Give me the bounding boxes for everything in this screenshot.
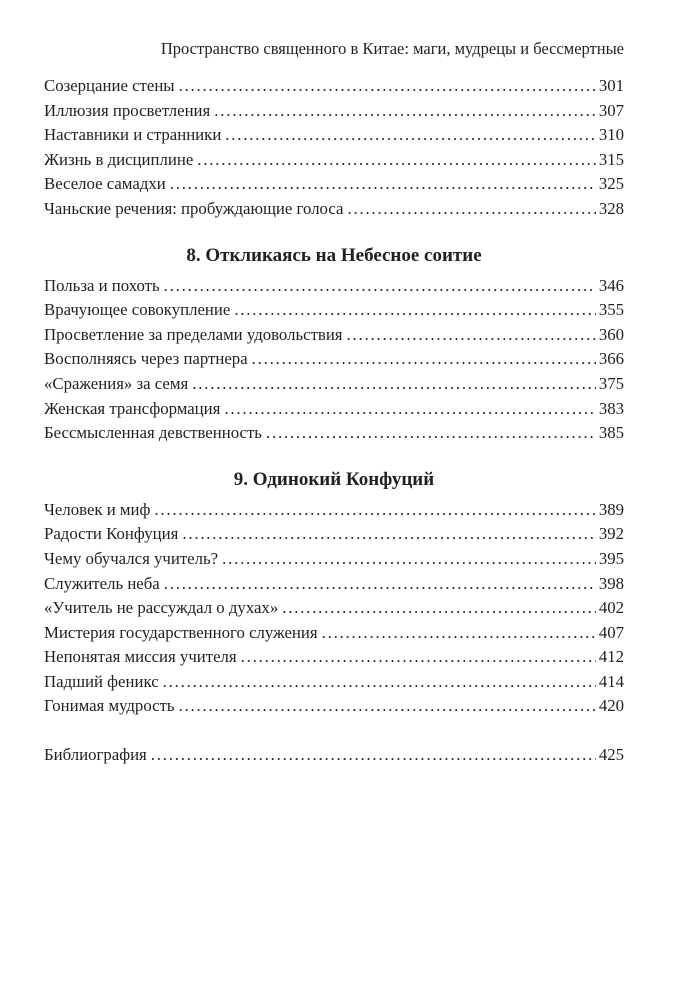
toc-entry-page: 360 (598, 324, 624, 344)
toc-entry-title: Бессмысленная девственность (44, 423, 262, 443)
dot-leader (179, 694, 596, 719)
toc-entry (44, 99, 624, 124)
toc-entry-title: «Сражения» за семя (44, 373, 189, 393)
toc-entry-page: 425 (598, 745, 624, 765)
toc-entry (44, 323, 624, 348)
dot-leader (154, 498, 595, 523)
toc-entry-title: Чаньские речения: пробуждающие голоса (44, 198, 344, 218)
toc-entry-title: Наставники и странники (44, 125, 222, 145)
toc-entry (44, 572, 624, 597)
toc-entry-title: Созерцание стены (44, 76, 175, 95)
dot-leader (197, 148, 596, 173)
toc-entry-title: «Учитель не рассуждал о духах» (44, 598, 279, 618)
toc-entry-title: Мистерия государственного служения (44, 622, 318, 642)
toc-entry (44, 298, 624, 323)
toc-entry-page: 366 (598, 349, 624, 369)
toc-entry (44, 148, 624, 173)
toc-entry-page: 385 (598, 423, 624, 443)
toc-entry-page: 398 (598, 573, 624, 593)
toc-entry (44, 197, 624, 222)
toc-entry-title: Служитель неба (44, 573, 160, 593)
toc-entry-title: Чему обучался учитель? (44, 548, 219, 568)
toc-entry-title: Гонимая мудрость (44, 696, 175, 716)
toc-entry-page: 402 (598, 598, 624, 618)
dot-leader (164, 572, 596, 597)
toc-entry-title: Врачующее совокупление (44, 300, 231, 320)
toc-entry-title: Жизнь в дисциплине (44, 149, 194, 169)
toc-entry-title: Непонятая миссия учителя (44, 647, 237, 667)
toc-entry (44, 645, 624, 670)
dot-leader (266, 421, 596, 446)
toc-entry (44, 421, 624, 446)
toc-entry (44, 670, 624, 695)
running-head: Пространство священного в Китае: маги, мудрецы и бессмертные (160, 39, 624, 58)
toc-entry-title: Библиография (44, 745, 147, 765)
toc-entry (44, 372, 624, 397)
dot-leader (170, 172, 596, 197)
toc-entry-page: 346 (598, 275, 624, 295)
dot-leader (282, 596, 596, 621)
toc-entry-page: 301 (598, 76, 624, 95)
table-of-contents (44, 74, 624, 768)
toc-entry-title: Польза и похоть (44, 275, 160, 295)
toc-entry-page: 310 (598, 125, 624, 145)
toc-entry-page: 355 (598, 300, 624, 320)
toc-entry-title: Человек и миф (44, 499, 151, 519)
toc-entry-page: 375 (598, 373, 624, 393)
toc-entry (44, 123, 624, 148)
dot-leader (163, 670, 596, 695)
dot-leader (179, 74, 596, 99)
toc-entry (44, 274, 624, 299)
toc-entry-page: 307 (598, 100, 624, 120)
toc-entry-page: 383 (598, 398, 624, 418)
toc-entry-page: 412 (598, 647, 624, 667)
toc-entry (44, 397, 624, 422)
toc-entry-title: Радости Конфуция (44, 524, 179, 544)
toc-entry-page: 414 (598, 671, 624, 691)
dot-leader (347, 323, 596, 348)
toc-entry-bibliography (44, 743, 624, 768)
toc-entry-page: 407 (598, 622, 624, 642)
toc-entry (44, 547, 624, 572)
dot-leader (214, 99, 596, 124)
toc-entry (44, 694, 624, 719)
toc-entry-title: Женская трансформация (44, 398, 221, 418)
dot-leader (222, 547, 596, 572)
dot-leader (347, 197, 595, 222)
toc-entry (44, 522, 624, 547)
toc-entry-page: 420 (598, 696, 624, 716)
toc-entry-title: Иллюзия просветления (44, 100, 211, 120)
toc-entry-title: Веселое самадхи (44, 174, 166, 194)
dot-leader (234, 298, 596, 323)
toc-entry (44, 596, 624, 621)
toc-entry (44, 621, 624, 646)
dot-leader (224, 397, 595, 422)
dot-leader (225, 123, 596, 148)
toc-entry-title: Падший феникс (44, 671, 159, 691)
chapter-heading: 8. Откликаясь на Небесное соитие (186, 244, 482, 266)
toc-entry (44, 172, 624, 197)
toc-entry-page: 395 (598, 548, 624, 568)
toc-entry-title: Просветление за пределами удовольствия (44, 324, 343, 344)
toc-entry-page: 389 (598, 499, 624, 519)
toc-entry-title: Восполняясь через партнера (44, 349, 248, 369)
toc-entry (44, 347, 624, 372)
chapter-heading: 9. Одинокий Конфуций (233, 468, 435, 490)
toc-entry-page: 392 (598, 524, 624, 544)
dot-leader (241, 645, 596, 670)
dot-leader (182, 522, 595, 547)
dot-leader (151, 743, 596, 768)
dot-leader (252, 347, 596, 372)
dot-leader (322, 621, 596, 646)
dot-leader (192, 372, 596, 397)
toc-entry-page: 328 (598, 198, 624, 218)
toc-entry-page: 325 (598, 174, 624, 194)
dot-leader (164, 274, 596, 299)
toc-entry-page: 315 (598, 149, 624, 169)
toc-entry (44, 498, 624, 523)
toc-entry (44, 74, 624, 99)
